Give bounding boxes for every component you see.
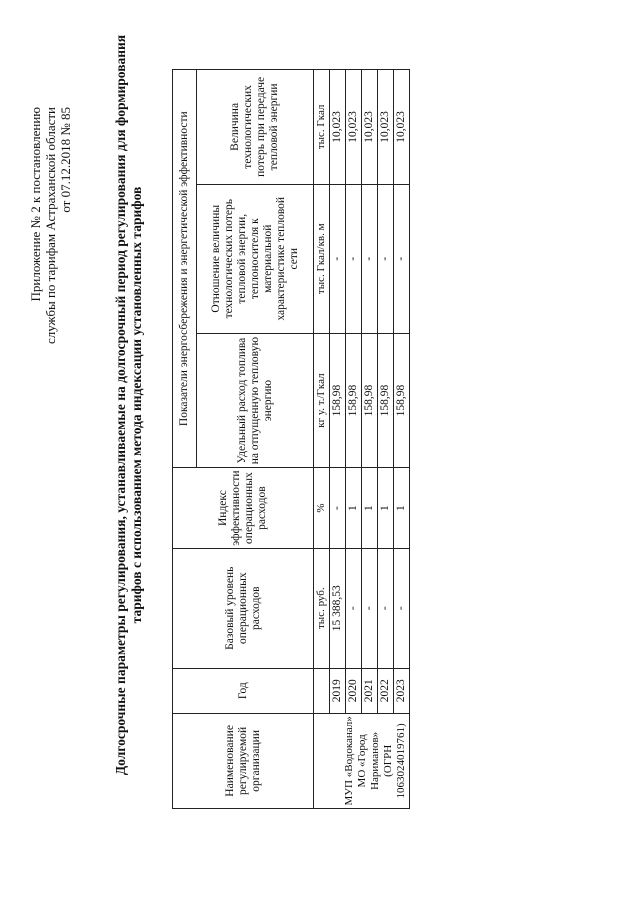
title-line-1: Долгосрочные параметры регулирования, устанавливаемые на долгосрочный период регулирования для формирования [113,34,128,776]
cell-ratio: - [346,184,362,333]
cell-year: 2023 [394,668,410,713]
table-row [330,70,346,809]
cell-fuel: 158,98 [362,333,378,468]
cell-base: - [362,548,378,668]
header-year: Год [173,668,314,713]
appendix-note [28,107,73,344]
cell-year: 2020 [346,668,362,713]
cell-ratio: - [394,184,410,333]
title-line-2: тарифов с использованием метода индексации установленных тарифов [129,186,144,624]
cell-index: - [330,468,346,548]
unit-base: тыс. руб. [314,548,330,668]
header-group: Показатели энергосбережения и энергетической эффективности [173,70,197,468]
table-row [362,70,378,809]
cell-fuel: 158,98 [394,333,410,468]
cell-fuel: 158,98 [330,333,346,468]
appendix-line-2: службы по тарифам Астраханской области [43,107,58,345]
header-index: Индекс эффективности операционных расходов [173,468,314,548]
cell-year: 2022 [378,668,394,713]
cell-base: - [394,548,410,668]
header-fuel: Удельный расход топлива на отпущенную тепловую энергию [197,333,314,468]
unit-year [314,668,330,713]
cell-year: 2021 [362,668,378,713]
cell-index: 1 [362,468,378,548]
unit-losses: тыс. Гкал [314,70,330,185]
cell-losses: 10,023 [362,70,378,185]
cell-losses: 10,023 [346,70,362,185]
cell-ratio: - [330,184,346,333]
header-org: Наименование регулируемой организации [173,713,314,808]
cell-base: 15 388,53 [330,548,346,668]
cell-losses: 10,023 [378,70,394,185]
cell-base: - [378,548,394,668]
cell-fuel: 158,98 [378,333,394,468]
cell-index: 1 [346,468,362,548]
cell-year: 2019 [330,668,346,713]
header-losses: Величина технологических потерь при передаче тепловой энергии [197,70,314,185]
unit-ratio: тыс. Гкал/кв. м [314,184,330,333]
cell-index: 1 [394,468,410,548]
appendix-line-3: от 07.12.2018 № 85 [58,107,73,213]
unit-index: % [314,468,330,548]
table-row [346,70,362,809]
header-ratio: Отношение величины технологических потерь тепловой энергии, теплоносителя к материальной характеристике тепловой сети [197,184,314,333]
cell-ratio: - [378,184,394,333]
cell-fuel: 158,98 [346,333,362,468]
cell-index: 1 [378,468,394,548]
table-row [378,70,394,809]
unit-fuel: кг у. т./Гкал [314,333,330,468]
document-title [113,25,145,785]
org-name-cell: МУП «Водоканал» МО «Город Нариманов» (ОГРН 1063024019761) [314,713,410,808]
cell-base: - [346,548,362,668]
appendix-line-1: Приложение № 2 к постановлению [28,107,43,302]
header-base: Базовый уровень операционных расходов [173,548,314,668]
table-row [394,70,410,809]
parameters-table [172,69,410,809]
cell-losses: 10,023 [330,70,346,185]
cell-losses: 10,023 [394,70,410,185]
cell-ratio: - [362,184,378,333]
